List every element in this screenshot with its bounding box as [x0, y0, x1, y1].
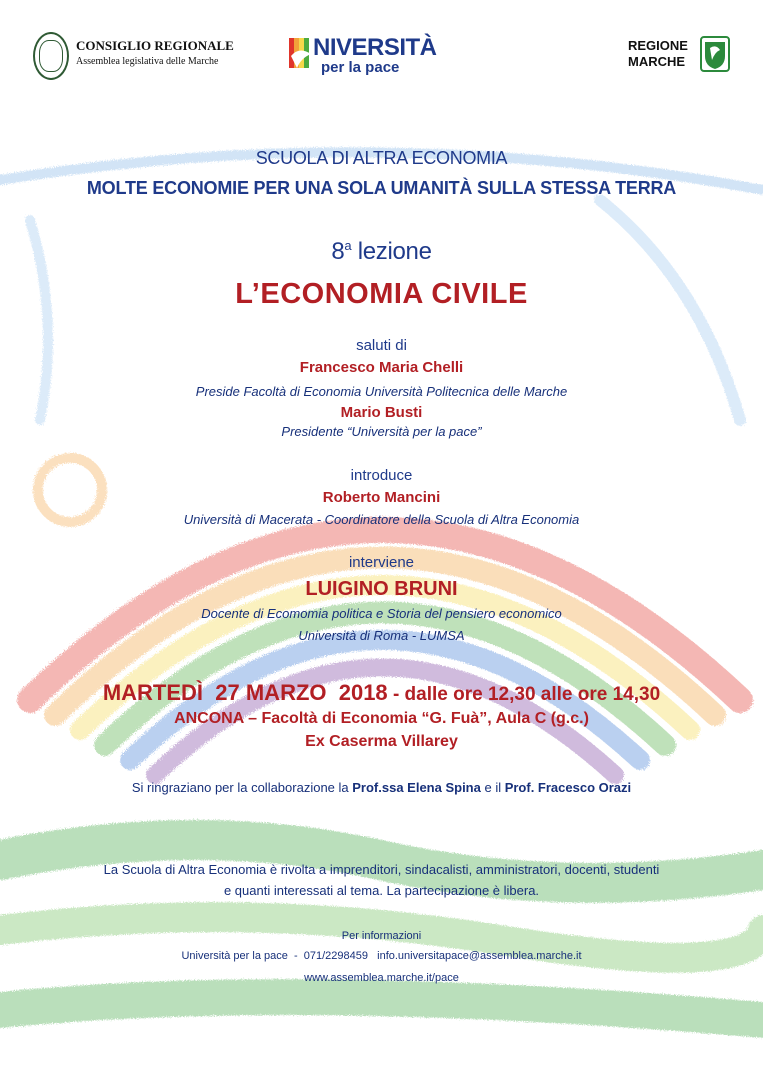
intro-name: Roberto Mancini: [322, 489, 441, 506]
speaker1-role: Preside Facoltà di Economia Università Politecnica delle Marche: [195, 384, 568, 399]
thanks-person1: Prof.ssa Elena Spina: [352, 780, 481, 795]
school-title: SCUOLA DI ALTRA ECONOMIA: [255, 148, 508, 168]
regione-line2: MARCHE: [628, 54, 686, 69]
event-date: MARTEDÌ 27 MARZO 2018: [102, 680, 388, 705]
speaker-role1: Docente di Ecomomia politica e Storia del pensiero economico: [201, 606, 562, 621]
speaker2-role: Presidente “Università per la pace”: [281, 424, 482, 439]
lesson-title: L’ECONOMIA CIVILE: [235, 278, 528, 310]
contacts-web: www.assemblea.marche.it/pace: [304, 972, 459, 984]
contacts-line: Università per la pace - 071/2298459 info.universitapace@assemblea.marche.it: [181, 950, 582, 962]
intro-role: Università di Macerata - Coordinatore della Scuola di Altra Economia: [183, 512, 580, 527]
thanks-person2: Prof. Fracesco Orazi: [504, 780, 632, 795]
event-datetime: [0, 680, 763, 706]
rainbow-dove-icon: [287, 34, 313, 78]
contacts-label: Per informazioni: [341, 930, 422, 942]
speaker1-name: Francesco Maria Chelli: [299, 359, 464, 376]
regione-marche-emblem-icon: [700, 36, 730, 72]
consiglio-subtitle: Assemblea legislativa delle Marche: [76, 56, 219, 67]
consiglio-title: CONSIGLIO REGIONALE: [76, 38, 234, 53]
thanks-line: Si ringraziano per la collaborazione la Prof.ssa Elena Spina e il Prof. Fracesco Orazi: [131, 780, 632, 795]
regione-line1: REGIONE: [628, 38, 688, 53]
event-time: - dalle ore 12,30 alle ore 14,30: [387, 684, 661, 705]
event-venue2: Ex Caserma Villarey: [305, 733, 458, 750]
event-venue: ANCONA – Facoltà di Economia “G. Fuà”, Aula C (g.c.): [174, 710, 589, 727]
speaker-name: LUIGINO BRUNI: [305, 578, 458, 600]
lesson-number: 8$^a$ lezione: [331, 238, 432, 265]
speaker2-name: Mario Busti: [340, 404, 423, 421]
universita-word: NIVERSITÀ: [313, 34, 437, 61]
greetings-label: saluti di: [356, 337, 407, 354]
speaker-label: interviene: [348, 554, 415, 571]
school-subtitle: MOLTE ECONOMIE PER UNA SOLA UMANITÀ SULLA STESSA TERRA: [86, 178, 677, 198]
consiglio-regionale-logo: [33, 32, 69, 80]
speaker-role2: Università di Roma - LUMSA: [298, 628, 465, 643]
intro-label: introduce: [350, 467, 413, 484]
info-line2: e quanti interessati al tema. La partecipazione è libera.: [223, 883, 540, 898]
universita-per-la-pace-logo: [287, 34, 477, 78]
universita-sub: per la pace: [321, 59, 400, 76]
info-line1: La Scuola di Altra Economia è rivolta a imprenditori, sindacalisti, amministratori, docenti, studenti: [103, 862, 660, 877]
